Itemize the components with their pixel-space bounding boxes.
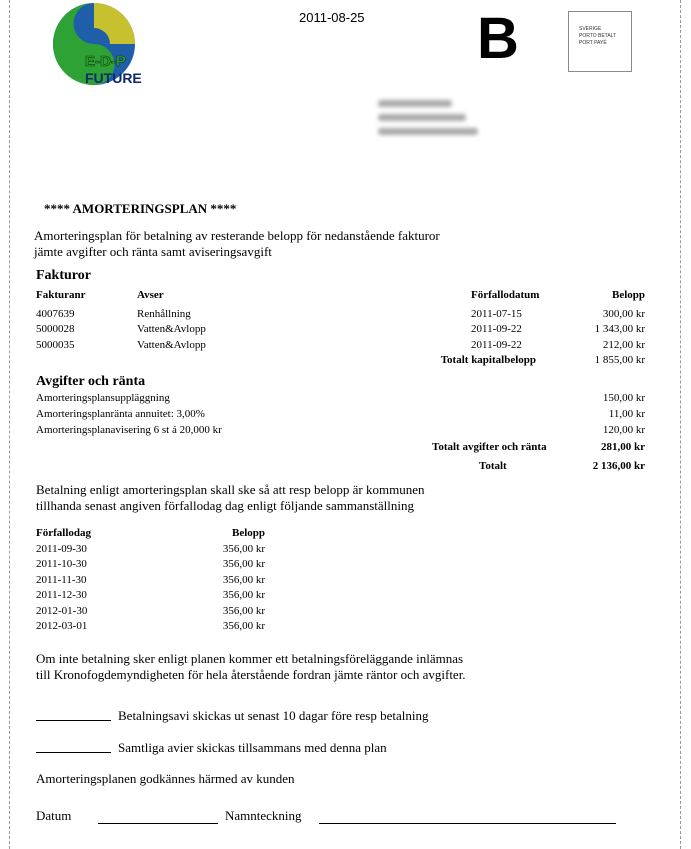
option-checkbox-line[interactable] xyxy=(36,752,111,753)
date-signature-line[interactable] xyxy=(98,823,218,824)
schedule-amount: 356,00 kr xyxy=(222,574,265,586)
fee-label: Amorteringsplansuppläggning xyxy=(36,392,170,404)
schedule-amount: 356,00 kr xyxy=(222,605,265,617)
invoice-due-date: 2011-07-15 xyxy=(471,308,522,320)
fees-heading: Avgifter och ränta xyxy=(36,374,146,389)
name-label: Namnteckning xyxy=(225,808,302,823)
invoice-amount: 212,00 kr xyxy=(602,339,645,351)
option-checkbox-line[interactable] xyxy=(36,720,111,721)
schedule-date: 2012-03-01 xyxy=(36,620,88,632)
invoice-concerns: Renhållning xyxy=(137,308,191,320)
stamp-line: PORTO BETALT xyxy=(579,33,617,39)
total-capital-label: Totalt kapitalbelopp xyxy=(440,354,536,366)
invoice-amount: 300,00 kr xyxy=(602,308,645,320)
postage-class-mark: B xyxy=(477,6,519,71)
col-header-due-day: Förfallodag xyxy=(36,527,91,539)
document-page xyxy=(9,0,681,849)
edp-future-logo xyxy=(50,2,142,90)
schedule-date: 2011-12-30 xyxy=(36,589,87,601)
redacted-address-line xyxy=(378,114,466,121)
schedule-amount: 356,00 kr xyxy=(222,620,265,632)
payment-text-line: Betalning enligt amorteringsplan skall ske så att resp belopp är kommunen xyxy=(36,482,425,497)
redacted-address-line xyxy=(378,100,452,107)
invoice-concerns: Vatten&Avlopp xyxy=(137,339,206,351)
fee-label: Amorteringsplanränta annuitet: 3,00% xyxy=(36,408,205,420)
invoice-due-date: 2011-09-22 xyxy=(471,323,522,335)
total-fees-label: Totalt avgifter och ränta xyxy=(432,441,547,453)
option-label: Samtliga avier skickas tillsammans med denna plan xyxy=(118,740,387,755)
fee-value: 120,00 kr xyxy=(602,424,645,436)
col-header-invoice-number: Fakturanr xyxy=(36,289,86,301)
invoice-number: 5000028 xyxy=(36,323,75,335)
grand-total-label: Totalt xyxy=(479,460,507,472)
total-capital-value: 1 855,00 kr xyxy=(594,354,645,366)
svg-text:FUTURE: FUTURE xyxy=(85,70,142,86)
fee-label: Amorteringsplanavisering 6 st á 20,000 kr xyxy=(36,424,222,436)
invoice-concerns: Vatten&Avlopp xyxy=(137,323,206,335)
fee-value: 11,00 kr xyxy=(608,408,645,420)
stamp-line: SVERIGE xyxy=(579,26,602,32)
invoice-amount: 1 343,00 kr xyxy=(594,323,645,335)
total-fees-value: 281,00 kr xyxy=(601,441,645,453)
option-label: Betalningsavi skickas ut senast 10 dagar före resp betalning xyxy=(118,708,429,723)
document-title: **** AMORTERINGSPLAN **** xyxy=(44,201,237,216)
schedule-amount: 356,00 kr xyxy=(222,558,265,570)
postage-paid-stamp xyxy=(568,11,632,72)
schedule-amount: 356,00 kr xyxy=(222,543,265,555)
invoice-due-date: 2011-09-22 xyxy=(471,339,522,351)
col-header-schedule-amount: Belopp xyxy=(231,527,265,539)
invoices-heading: Fakturor xyxy=(36,268,91,283)
redacted-address-line xyxy=(378,128,478,135)
name-signature-line[interactable] xyxy=(319,823,616,824)
col-header-concerns: Avser xyxy=(137,289,164,301)
schedule-amount: 356,00 kr xyxy=(222,589,265,601)
schedule-date: 2011-11-30 xyxy=(36,574,87,586)
schedule-date: 2012-01-30 xyxy=(36,605,88,617)
grand-total-value: 2 136,00 kr xyxy=(592,460,645,472)
date-label: Datum xyxy=(36,808,72,823)
schedule-date: 2011-09-30 xyxy=(36,543,87,555)
intro-line: jämte avgifter och ränta samt aviseringsavgift xyxy=(34,244,272,259)
letter-date: 2011-08-25 xyxy=(299,10,365,25)
col-header-due-date: Förfallodatum xyxy=(471,289,540,301)
stamp-line: PORT PAYÉ xyxy=(579,40,607,46)
approval-text: Amorteringsplanen godkännes härmed av kunden xyxy=(36,771,295,786)
warning-text-line: till Kronofogdemyndigheten för hela återstående fordran jämte räntor och avgifter. xyxy=(36,667,466,682)
col-header-amount: Belopp xyxy=(611,289,645,301)
fee-value: 150,00 kr xyxy=(602,392,645,404)
payment-text-line: tillhanda senast angiven förfallodag dag enligt följande sammanställning xyxy=(36,498,414,513)
invoice-number: 4007639 xyxy=(36,308,75,320)
svg-text:E-D-P: E-D-P xyxy=(85,53,126,70)
invoice-number: 5000035 xyxy=(36,339,75,351)
schedule-date: 2011-10-30 xyxy=(36,558,87,570)
warning-text-line: Om inte betalning sker enligt planen kommer ett betalningsföreläggande inlämnas xyxy=(36,651,464,666)
intro-line: Amorteringsplan för betalning av resterande belopp för nedanstående fakturor xyxy=(34,228,440,243)
